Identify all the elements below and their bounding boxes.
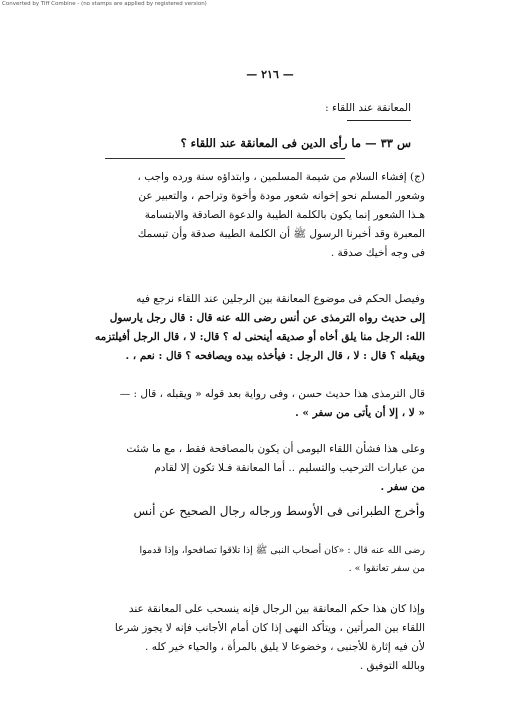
text-line: وعلى هذا فشأن اللقاء اليومى أن يكون بالمصافحة فقط ، مع ما شئت bbox=[126, 443, 425, 455]
text-line: (ج) إفشاء السلام من شيمة المسلمين ، وابتداؤه سنة ورده واجب ، bbox=[137, 171, 425, 183]
converter-banner: Converted by Tiff Combine - (no stamps are applied by registered version) bbox=[2, 1, 207, 7]
text-line: من سفر . bbox=[380, 481, 425, 493]
text-line: المعبرة وقد أخبرنا الرسول ﷺ أن الكلمة الطيبة صدقة وأن تبسمك bbox=[137, 228, 425, 240]
women-paragraph bbox=[95, 600, 425, 676]
text-line: لأن فيه إثارة للأجنبى ، وخضوعا لا يليق بالمرأة ، والحياء خير كله . bbox=[145, 641, 425, 653]
conclusion-paragraph bbox=[95, 440, 425, 497]
ruling-paragraph bbox=[95, 290, 425, 366]
question-line: س ٣٣ — ما رأى الدين فى المعانقة عند اللقاء ؟ bbox=[180, 136, 411, 150]
text-line: فى وجه أخيك صدقة . bbox=[330, 247, 425, 259]
text-line: هـذا الشعور إنما يكون بالكلمة الطيبة والدعوة الصادقة والابتسامة bbox=[144, 209, 425, 221]
section-heading: المعانقة عند اللقاء : bbox=[325, 102, 411, 114]
text-line: إلى حديث رواه الترمذى عن أنس رضى الله عنه قال : قال رجل يارسول bbox=[109, 312, 425, 324]
text-line: وبالله التوفيق . bbox=[359, 660, 425, 672]
tabarani-paragraph bbox=[95, 502, 425, 521]
text-line: وفيصل الحكم فى موضوع المعانقة بين الرجلين عند اللقاء نرجع فيه bbox=[136, 293, 425, 305]
heading-underline bbox=[347, 120, 411, 121]
page-number: — ٢١٦ — bbox=[246, 68, 294, 81]
text-line: « لا ، إلا أن يأتى من سفر » . bbox=[295, 407, 425, 419]
text-line: اللقاء بين المرأتين ، ويتأكد النهى إذا كان أمام الأجانب فإنه لا يجوز شرعا bbox=[114, 622, 425, 634]
anas-paragraph bbox=[95, 542, 425, 578]
answer-paragraph bbox=[95, 168, 425, 263]
text-line: قال الترمذى هذا حديث حسن ، وفى رواية بعد قوله « ويقبله ، قال : — bbox=[119, 388, 425, 400]
tirmidhi-paragraph bbox=[95, 385, 425, 423]
text-line: وشعور المسلم نحو إخوانه شعور مودة وأخوة وتراحم ، والتعبير عن bbox=[138, 190, 425, 202]
text-line: رضى الله عنه قال : «كان أصحاب النبى ﷺ إذا تلاقوا تصافحوا، وإذا قدموا bbox=[139, 545, 425, 556]
document-page bbox=[95, 40, 425, 710]
text-line: من سفر تعانقوا » . bbox=[348, 563, 425, 574]
text-line: من عبارات الترحيب والتسليم .. أما المعانقة فـلا تكون إلا لقادم bbox=[154, 462, 425, 474]
text-line: وإذا كان هذا حكم المعانقة بين الرجال فإنه ينسحب على المعانقة عند bbox=[128, 603, 425, 615]
question-underline bbox=[105, 158, 345, 159]
text-line: الله: الرجل منا يلق أخاه أو صديقه أينحنى له ؟ قال: لا ، قال الرجل أفيلتزمه bbox=[95, 331, 425, 343]
text-line: وأخرج الطبرانى فى الأوسط ورجاله رجال الصحيح عن أنس bbox=[133, 504, 425, 518]
text-line: ويقبله ؟ قال : لا ، قال الرجل : فيأخذه بيده ويصافحه ؟ قال : نعم ، . bbox=[125, 350, 425, 362]
